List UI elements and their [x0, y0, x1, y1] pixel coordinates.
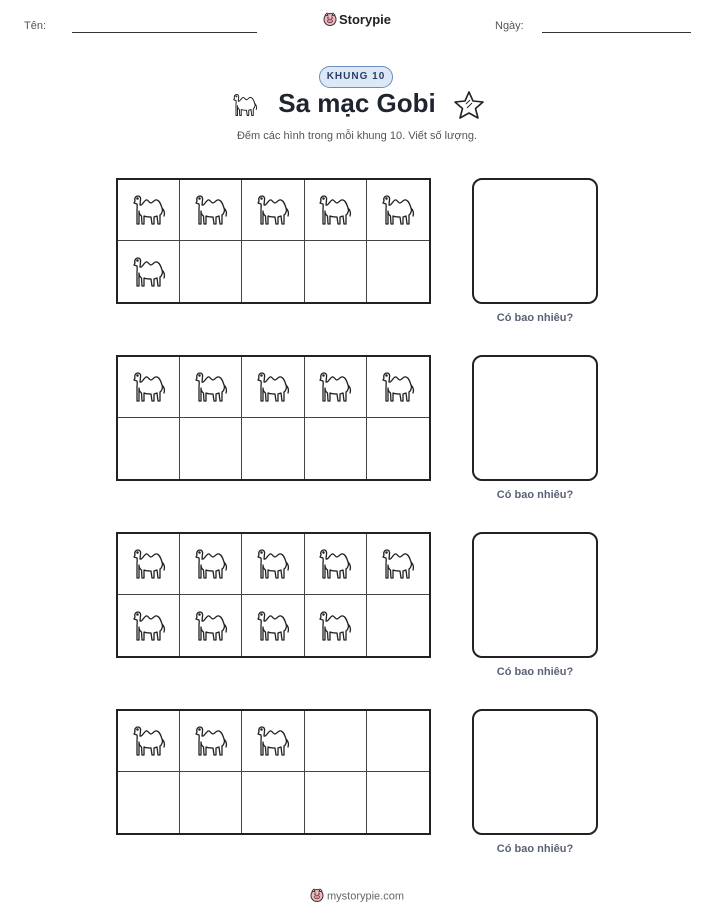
ten-frame-cell [367, 241, 429, 302]
camel-icon [378, 190, 418, 230]
ten-frame-cell [242, 772, 304, 833]
date-label: Ngày: [495, 20, 524, 32]
ten-frame-cell [180, 418, 242, 479]
pig-logo-icon [310, 888, 324, 905]
ten-frame-cell [118, 711, 180, 772]
ten-frame [116, 532, 431, 658]
camel-icon [129, 367, 169, 407]
ten-frame-cell [180, 180, 242, 241]
ten-frame-cell [118, 595, 180, 656]
camel-icon [129, 544, 169, 584]
camel-icon [315, 544, 355, 584]
camel-icon [191, 606, 231, 646]
camel-icon [315, 367, 355, 407]
ten-frame-cell [180, 534, 242, 595]
camel-icon [191, 367, 231, 407]
camel-icon [191, 544, 231, 584]
ten-frame-cell [367, 180, 429, 241]
ten-frame [116, 709, 431, 835]
ten-frame [116, 355, 431, 481]
camel-icon [253, 606, 293, 646]
camel-icon [191, 190, 231, 230]
camel-icon [253, 367, 293, 407]
ten-frame-cell [367, 711, 429, 772]
ten-frame-cell [367, 418, 429, 479]
camel-icon [129, 252, 169, 292]
ten-frame-cell [242, 180, 304, 241]
ten-frame-cell [118, 180, 180, 241]
answer-box[interactable] [472, 178, 598, 304]
ten-frame-cell [367, 772, 429, 833]
ten-frame-cell [305, 711, 367, 772]
page-title: Sa mạc Gobi [278, 88, 436, 118]
camel-icon [253, 544, 293, 584]
camel-icon [191, 721, 231, 761]
pig-logo-icon [323, 12, 337, 29]
ten-frame-cell [367, 357, 429, 418]
ten-frame-cell [118, 241, 180, 302]
ten-frame-cell [305, 357, 367, 418]
brand-name: Storypie [338, 12, 391, 27]
ten-frame-cell [180, 772, 242, 833]
badge: KHUNG 10 [319, 66, 393, 88]
ten-frame-cell [305, 772, 367, 833]
ten-frame-cell [118, 534, 180, 595]
ten-frame-cell [118, 357, 180, 418]
ten-frame-cell [305, 595, 367, 656]
camel-icon [129, 721, 169, 761]
ten-frame-cell [305, 180, 367, 241]
question-label: Có bao nhiêu? [496, 489, 574, 501]
ten-frame-cell [242, 241, 304, 302]
camel-icon [253, 721, 293, 761]
ten-frame-cell [118, 418, 180, 479]
ten-frame-cell [242, 711, 304, 772]
ten-frame-cell [305, 418, 367, 479]
question-label: Có bao nhiêu? [496, 843, 574, 855]
answer-box[interactable] [472, 532, 598, 658]
ten-frame-cell [305, 534, 367, 595]
ten-frame-cell [305, 241, 367, 302]
name-line[interactable] [72, 32, 257, 33]
ten-frame-cell [367, 595, 429, 656]
ten-frame-cell [242, 357, 304, 418]
ten-frame-cell [367, 534, 429, 595]
ten-frame-cell [180, 595, 242, 656]
camel-icon [378, 544, 418, 584]
ten-frame-cell [180, 357, 242, 418]
star-icon [453, 90, 485, 125]
ten-frame-cell [118, 772, 180, 833]
name-label: Tên: [24, 20, 47, 32]
brand-logo [0, 12, 714, 29]
camel-icon [315, 190, 355, 230]
camel-icon [253, 190, 293, 230]
camel-icon [378, 367, 418, 407]
question-label: Có bao nhiêu? [496, 666, 574, 678]
camel-icon [129, 190, 169, 230]
ten-frame-cell [180, 241, 242, 302]
footer-url: mystorypie.com [326, 890, 405, 903]
question-label: Có bao nhiêu? [496, 312, 574, 324]
ten-frame-cell [180, 711, 242, 772]
ten-frame-cell [242, 418, 304, 479]
camel-icon [315, 606, 355, 646]
camel-icon [129, 606, 169, 646]
date-line[interactable] [542, 32, 691, 33]
ten-frame-cell [242, 595, 304, 656]
ten-frame [116, 178, 431, 304]
answer-box[interactable] [472, 355, 598, 481]
instructions: Đếm các hình trong mỗi khung 10. Viết số lượng. [236, 130, 477, 142]
answer-box[interactable] [472, 709, 598, 835]
footer [0, 888, 714, 905]
ten-frame-cell [242, 534, 304, 595]
